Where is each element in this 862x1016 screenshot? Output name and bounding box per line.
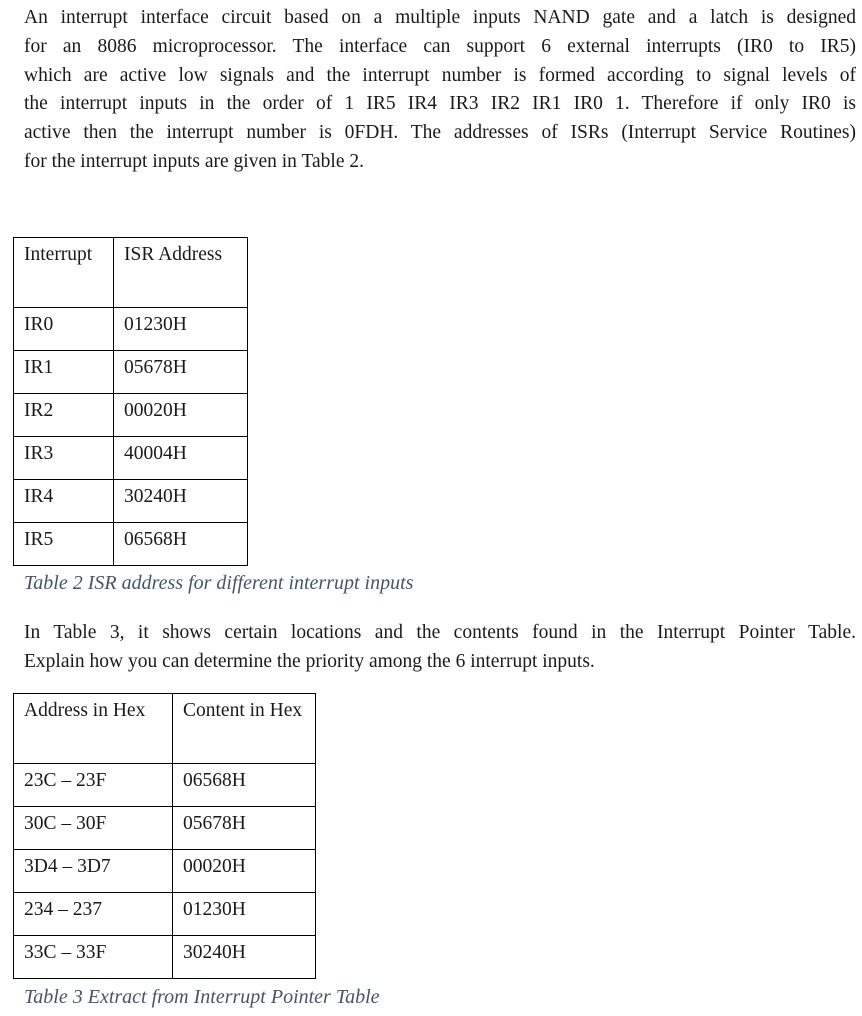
cell-interrupt: IR3 (14, 437, 114, 480)
cell-isr-address: 05678H (114, 351, 248, 394)
cell-interrupt: IR5 (14, 523, 114, 566)
header-cell-isr-address: ISR Address (114, 238, 248, 308)
text-line: In Table 3, it shows certain locations and the contents found in the Interrupt Pointer Table. (24, 622, 856, 643)
table-row (14, 893, 316, 936)
cell-address: 3D4 – 3D7 (14, 850, 173, 893)
table-header-row (14, 694, 316, 764)
cell-content: 00020H (173, 850, 316, 893)
table-row (14, 807, 316, 850)
cell-content: 06568H (173, 764, 316, 807)
table-row (14, 850, 316, 893)
table-row (14, 394, 248, 437)
question-paragraph (24, 619, 856, 677)
cell-content: 01230H (173, 893, 316, 936)
table3-caption: Table 3 Extract from Interrupt Pointer Table (24, 986, 380, 1008)
cell-address: 33C – 33F (14, 936, 173, 979)
interrupt-pointer-table (13, 693, 316, 979)
header-cell-interrupt: Interrupt (14, 238, 114, 308)
cell-content: 05678H (173, 807, 316, 850)
text-line: Explain how you can determine the priority among the 6 interrupt inputs. (24, 650, 595, 672)
table-row (14, 936, 316, 979)
cell-address: 234 – 237 (14, 893, 173, 936)
cell-address: 30C – 30F (14, 807, 173, 850)
cell-isr-address: 00020H (114, 394, 248, 437)
cell-isr-address: 06568H (114, 523, 248, 566)
text-line: An interrupt interface circuit based on a multiple inputs NAND gate and a latch is designed (24, 7, 856, 28)
text-line: active then the interrupt number is 0FDH. The addresses of ISRs (Interrupt Service Routines) (24, 122, 856, 144)
cell-interrupt: IR4 (14, 480, 114, 523)
cell-interrupt: IR1 (14, 351, 114, 394)
table-row (14, 764, 316, 807)
text-line: for the interrupt inputs are given in Table 2. (24, 150, 364, 172)
header-cell-address: Address in Hex (14, 694, 173, 764)
table-row (14, 480, 248, 523)
header-cell-content: Content in Hex (173, 694, 316, 764)
cell-isr-address: 30240H (114, 480, 248, 523)
table-row (14, 351, 248, 394)
table2-caption: Table 2 ISR address for different interrupt inputs (24, 572, 414, 594)
cell-content: 30240H (173, 936, 316, 979)
cell-interrupt: IR2 (14, 394, 114, 437)
text-line: the interrupt inputs in the order of 1 IR5 IR4 IR3 IR2 IR1 IR0 1. Therefore if only IR0 is (24, 93, 856, 115)
table-header-row (14, 238, 248, 308)
text-line: which are active low signals and the interrupt number is formed according to signal levels of (24, 64, 856, 86)
cell-address: 23C – 23F (14, 764, 173, 807)
cell-isr-address: 01230H (114, 308, 248, 351)
table-row (14, 437, 248, 480)
intro-paragraph (24, 4, 856, 177)
text-line: for an 8086 microprocessor. The interface can support 6 external interrupts (IR0 to IR5) (24, 35, 856, 57)
isr-address-table (13, 237, 248, 566)
table-row (14, 308, 248, 351)
cell-interrupt: IR0 (14, 308, 114, 351)
cell-isr-address: 40004H (114, 437, 248, 480)
table-row (14, 523, 248, 566)
